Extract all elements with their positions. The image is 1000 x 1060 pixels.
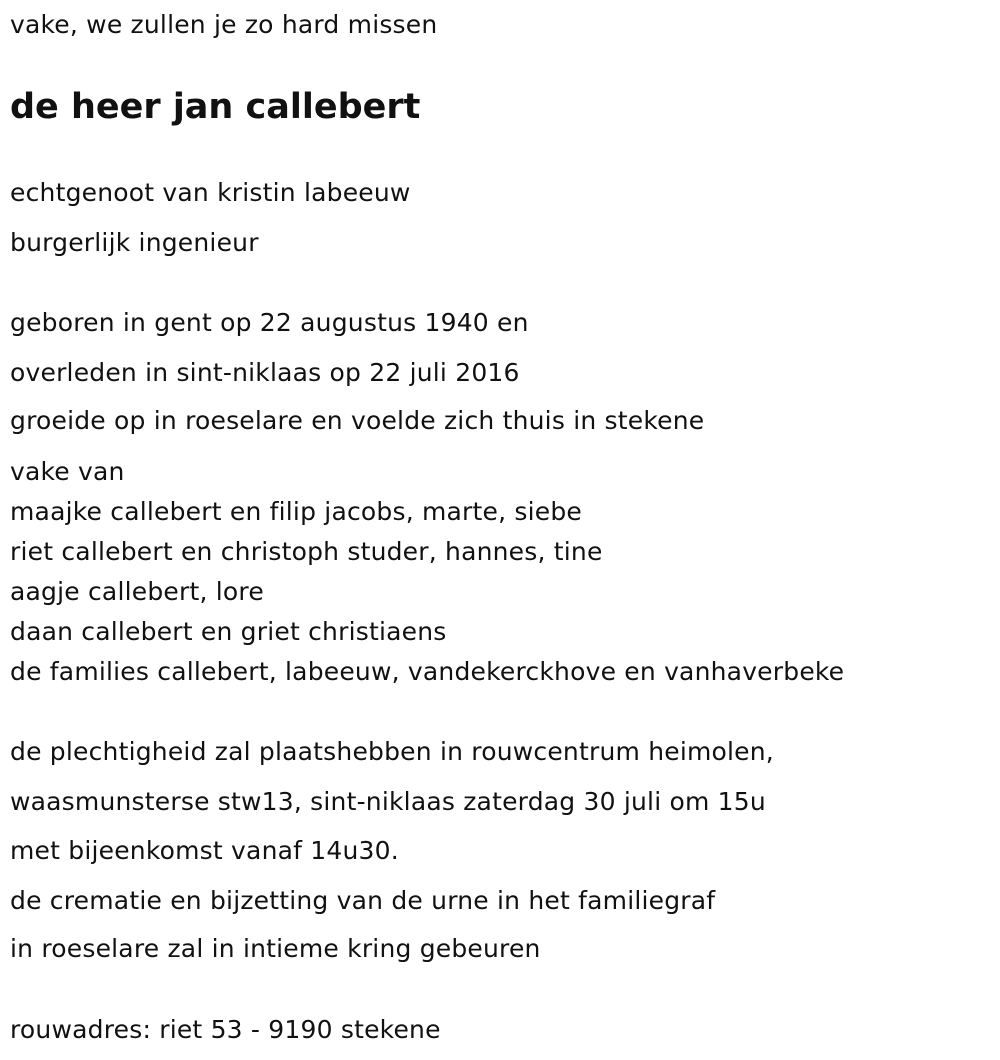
address-text: rouwadres: riet 53 - 9190 stekene (10, 1015, 441, 1044)
deceased-name: de heer jan callebert (10, 87, 421, 127)
family-member: riet callebert en christoph studer, hannes, tine (10, 537, 603, 566)
profession-text: burgerlijk ingenieur (10, 228, 259, 257)
ceremony-line: met bijeenkomst vanaf 14u30. (10, 836, 399, 865)
family-member: daan callebert en griet christiaens (10, 617, 447, 646)
family-member: maajke callebert en filip jacobs, marte, siebe (10, 497, 583, 526)
family-member: de families callebert, labeeuw, vandekerckhove en vanhaverbeke (10, 657, 845, 686)
ceremony-line: de plechtigheid zal plaatshebben in rouwcentrum heimolen, (10, 737, 774, 766)
ceremony-line: waasmunsterse stw13, sint-niklaas zaterdag 30 juli om 15u (10, 787, 766, 816)
family-heading: vake van (10, 457, 125, 486)
home-text: groeide op in roeselare en voelde zich thuis in stekene (10, 406, 705, 435)
died-text: overleden in sint-niklaas op 22 juli 2016 (10, 358, 520, 387)
born-text: geboren in gent op 22 augustus 1940 en (10, 308, 529, 337)
spouse-text: echtgenoot van kristin labeeuw (10, 178, 411, 207)
family-member: aagje callebert, lore (10, 577, 264, 606)
ceremony-line: de crematie en bijzetting van de urne in het familiegraf (10, 886, 716, 915)
ceremony-line: in roeselare zal in intieme kring gebeuren (10, 934, 541, 963)
intro-text: vake, we zullen je zo hard missen (10, 10, 438, 39)
